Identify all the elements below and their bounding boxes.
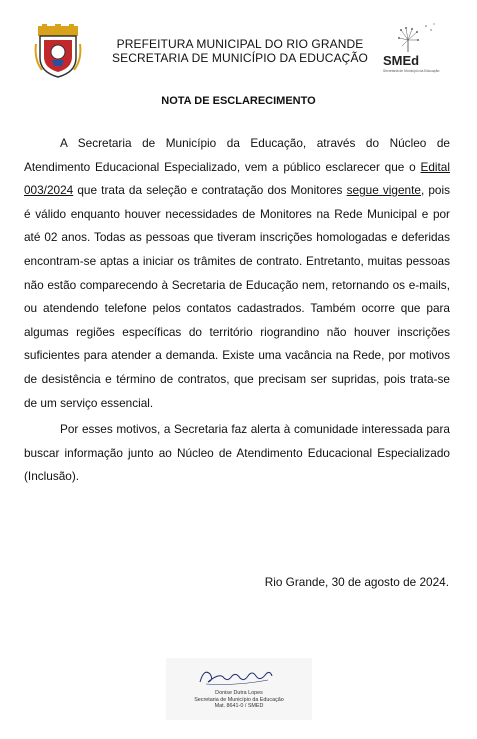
signatory-registration: Mat. 8641-0 / SMED	[214, 703, 264, 710]
signatory-role: Secretaria de Município da Educação	[194, 696, 284, 703]
paragraph-1-part-2: que trata da seleção e contratação dos Monitores	[73, 183, 347, 198]
edital-reference: Edital 003/2024	[24, 159, 450, 198]
paragraph-1-part-3: , pois é válido enquanto houver necessidades de Monitores na Rede Municipal e por até 02 anos. Todas as pessoas que tiveram inscrições homologadas e deferidas encontram-se aptas a iniciar os trâmites de contrato. Entretanto, muitas pessoas não estão comparecendo à Secretaria de Educação nem, retornando os e-mails, ou atendendo telefone pelos contatos cadastrados. Também ocorre que para algumas regiões específicas do território riograndino não houver inscrições suficientes para atender a demanda. Existe uma vacância na Rede, por motivos de desistência e término de contratos, que precisam ser supridas, pois trata-se de um serviço essencial.	[24, 183, 450, 410]
document-title: NOTA DE ESCLARECIMENTO	[161, 95, 316, 107]
paragraph-2: Por esses motivos, a Secretaria faz alerta à comunidade interessada para buscar informação junto ao Núcleo de Atendimento Educacional Especializado (Inclusão).	[24, 422, 450, 484]
smed-logo-text: SMEd	[383, 53, 420, 68]
smed-logo-subtext: Secretaria de Município da Educação	[383, 69, 440, 73]
paragraph-1	[24, 132, 450, 415]
signature-block	[166, 658, 312, 720]
paragraph-1-part-1: A Secretaria de Município da Educação, através do Núcleo de Atendimento Educacional Especializado, vem a público esclarecer que o	[24, 136, 450, 174]
handwritten-signature	[196, 664, 276, 688]
segue-vigente-text: segue vigente	[346, 183, 421, 198]
document-body	[24, 132, 450, 489]
letterhead	[100, 37, 380, 65]
signatory-name: Donise Dutra Lopes	[215, 690, 263, 696]
header-secretaria: SECRETARIA DE MUNICÍPIO DA EDUCAÇÃO	[112, 51, 368, 65]
city-coat-of-arms-logo	[34, 24, 82, 78]
header-prefeitura: PREFEITURA MUNICIPAL DO RIO GRANDE	[116, 37, 364, 51]
document-date: Rio Grande, 30 de agosto de 2024.	[264, 575, 449, 589]
